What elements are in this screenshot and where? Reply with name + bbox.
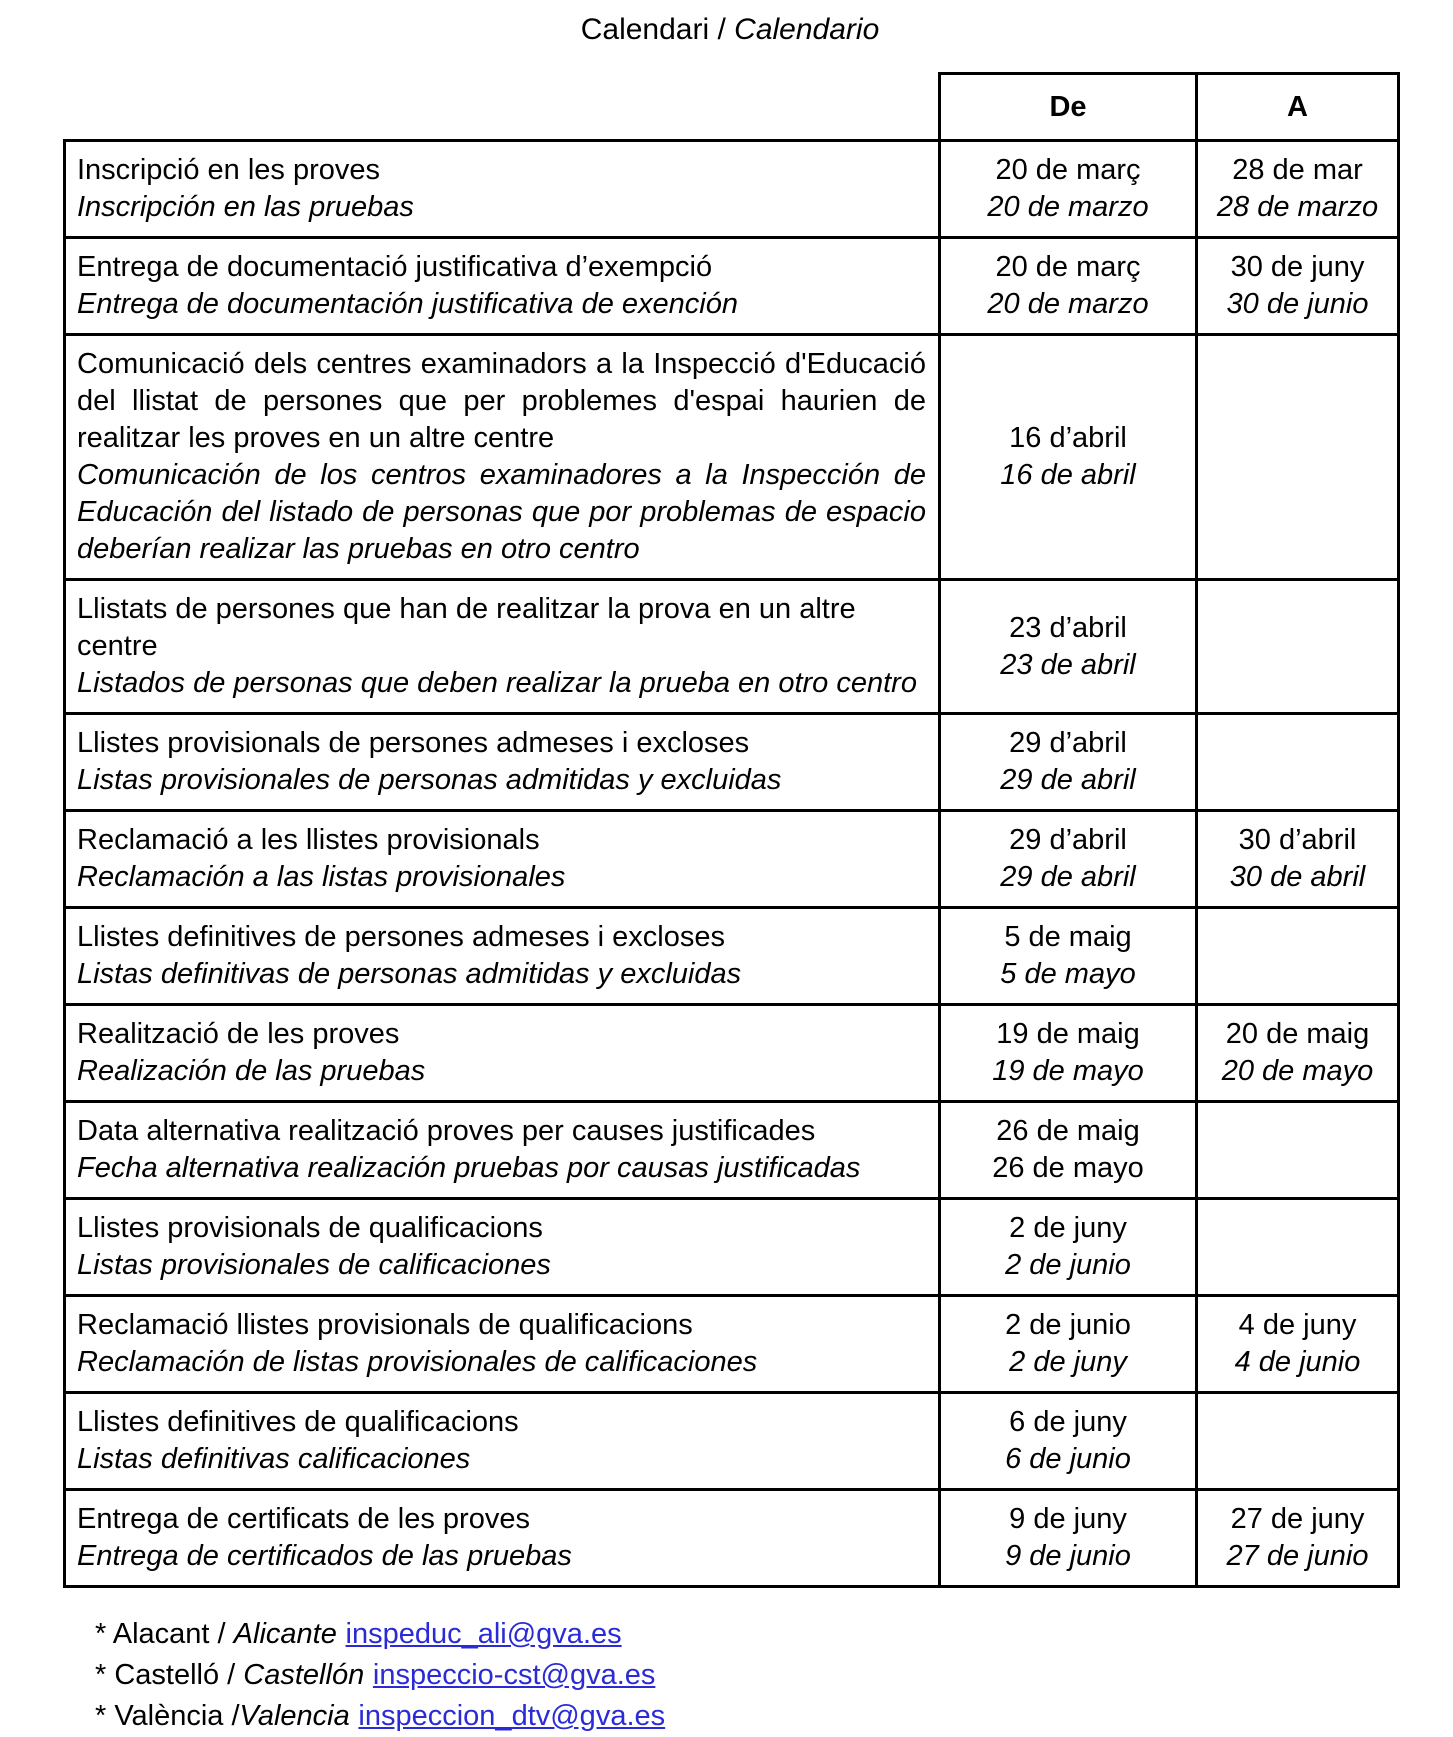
table-row — [65, 238, 1399, 335]
date-to-line2: 4 de junio — [1234, 1346, 1361, 1378]
date-from-line2: 26 de mayo — [992, 1152, 1144, 1184]
event-name-catalan: Llistats de persones que han de realitzar la prova en un altre centre — [77, 593, 856, 662]
event-name-catalan: Llistes provisionals de qualificacions — [77, 1212, 543, 1244]
date-from-cell — [940, 714, 1197, 811]
event-name-catalan: Comunicació dels centres examinadors a la Inspecció d'Educació del llistat de persones que per problemes d'espai haurien de realitzar les proves en un altre centre — [77, 348, 926, 454]
event-name-catalan: Llistes definitives de persones admeses i excloses — [77, 921, 725, 953]
event-name-catalan: Data alternativa realització proves per causes justificades — [77, 1115, 816, 1147]
date-to-line2: 28 de marzo — [1216, 191, 1379, 223]
event-description-cell — [65, 1102, 940, 1199]
footnote-valencia — [95, 1696, 1453, 1737]
date-to-cell — [1197, 1296, 1399, 1393]
date-from-line2: 19 de mayo — [992, 1055, 1144, 1087]
email-link-alacant[interactable]: inspeduc_ali@gva.es — [345, 1618, 622, 1650]
date-to-cell — [1197, 811, 1399, 908]
table-row — [65, 335, 1399, 580]
event-name-spanish: Listas definitivas calificaciones — [77, 1443, 471, 1475]
date-to-cell — [1197, 335, 1399, 580]
footnote-castello — [95, 1655, 1453, 1696]
date-from-line2: 20 de marzo — [987, 191, 1149, 223]
event-name-catalan: Llistes provisionals de persones admeses i excloses — [77, 727, 750, 759]
event-name-spanish: Inscripción en las pruebas — [77, 191, 414, 223]
event-name-spanish: Realización de las pruebas — [77, 1055, 426, 1087]
date-to-cell — [1197, 238, 1399, 335]
event-name-spanish: Reclamación de listas provisionales de calificaciones — [77, 1346, 758, 1378]
date-to-cell — [1197, 1490, 1399, 1587]
date-to-line1: 30 de juny — [1230, 251, 1365, 283]
header-blank-cell — [65, 74, 940, 141]
event-description-cell — [65, 811, 940, 908]
date-from-cell — [940, 1296, 1197, 1393]
header-row — [65, 74, 1399, 141]
email-link-castello[interactable]: inspeccio-cst@gva.es — [372, 1659, 656, 1691]
date-from-cell — [940, 580, 1197, 714]
table-row — [65, 811, 1399, 908]
event-name-spanish: Listas provisionales de personas admitidas y excluidas — [77, 764, 782, 796]
event-name-spanish: Entrega de certificados de las pruebas — [77, 1540, 572, 1572]
event-name-catalan: Entrega de certificats de les proves — [77, 1503, 530, 1535]
date-from-line2: 29 de abril — [1000, 764, 1136, 796]
date-to-line1: 4 de juny — [1238, 1309, 1357, 1341]
event-description-cell — [65, 714, 940, 811]
table-row — [65, 1102, 1399, 1199]
table-row — [65, 580, 1399, 714]
date-from-cell — [940, 811, 1197, 908]
event-name-spanish: Listas definitivas de personas admitidas y excluidas — [77, 958, 742, 990]
date-from-line2: 16 de abril — [1000, 459, 1136, 491]
event-description-cell — [65, 335, 940, 580]
event-name-catalan: Reclamació a les llistes provisionals — [77, 824, 540, 856]
email-link-valencia[interactable]: inspeccion_dtv@gva.es — [358, 1700, 666, 1732]
table-row — [65, 714, 1399, 811]
event-description-cell — [65, 1393, 940, 1490]
calendar-body — [65, 141, 1399, 1587]
page-title — [63, 0, 1397, 48]
footnote-prefix: * Alacant / — [95, 1618, 234, 1650]
event-description-cell — [65, 1490, 940, 1587]
footnotes — [95, 1614, 1453, 1737]
event-name-spanish: Entrega de documentación justificativa de exención — [77, 288, 738, 320]
date-to-cell — [1197, 580, 1399, 714]
date-from-cell — [940, 1490, 1197, 1587]
date-from-cell — [940, 141, 1197, 238]
date-to-cell — [1197, 908, 1399, 1005]
date-from-line2: 20 de marzo — [987, 288, 1149, 320]
date-to-line1: 20 de maig — [1225, 1018, 1370, 1050]
date-from-cell — [940, 238, 1197, 335]
event-description-cell — [65, 238, 940, 335]
event-name-spanish: Listados de personas que deben realizar la prueba en otro centro — [77, 667, 917, 699]
column-header-a: A — [1197, 74, 1399, 141]
event-name-catalan: Reclamació llistes provisionals de qualificacions — [77, 1309, 693, 1341]
date-from-line2: 9 de junio — [1005, 1540, 1131, 1572]
table-row — [65, 1005, 1399, 1102]
event-name-catalan: Llistes definitives de qualificacions — [77, 1406, 519, 1438]
date-from-line2: 29 de abril — [1000, 861, 1136, 893]
date-from-cell — [940, 335, 1197, 580]
date-to-cell — [1197, 1393, 1399, 1490]
date-to-cell — [1197, 1199, 1399, 1296]
date-from-line1: 2 de juny — [1009, 1212, 1127, 1244]
page-title-catalan: Calendari / — [580, 13, 735, 46]
event-name-catalan: Realització de les proves — [77, 1018, 400, 1050]
event-description-cell — [65, 1296, 940, 1393]
event-description-cell — [65, 141, 940, 238]
table-row — [65, 1199, 1399, 1296]
date-to-line1: 27 de juny — [1230, 1503, 1365, 1535]
date-from-line1: 6 de juny — [1009, 1406, 1127, 1438]
event-name-spanish: Comunicación de los centros examinadores a la Inspección de Educación del listado de personas que por problemas de espacio deberían realizar las pruebas en otro centro — [77, 459, 926, 565]
footnote-name-spanish: Valencia — [239, 1700, 350, 1732]
date-from-line2: 2 de junio — [1005, 1249, 1131, 1281]
date-from-cell — [940, 1005, 1197, 1102]
date-from-line1: 29 d’abril — [1009, 727, 1127, 759]
event-description-cell — [65, 1005, 940, 1102]
date-to-line1: 30 d’abril — [1238, 824, 1357, 856]
footnote-name-spanish: Alicante — [233, 1618, 337, 1650]
event-name-catalan: Entrega de documentació justificativa d’exempció — [77, 251, 713, 283]
footnote-alacant — [95, 1614, 1453, 1655]
footnote-name-spanish: Castellón — [243, 1659, 365, 1691]
date-from-line1: 16 d’abril — [1009, 422, 1127, 454]
date-from-line1: 29 d’abril — [1009, 824, 1127, 856]
date-from-line1: 9 de juny — [1009, 1503, 1127, 1535]
column-header-de: De — [940, 74, 1197, 141]
date-to-cell — [1197, 714, 1399, 811]
table-row — [65, 141, 1399, 238]
event-name-spanish: Fecha alternativa realización pruebas por causas justificadas — [77, 1152, 861, 1184]
table-row — [65, 908, 1399, 1005]
date-to-line1: 28 de mar — [1232, 154, 1363, 186]
date-from-cell — [940, 1199, 1197, 1296]
date-to-cell — [1197, 1005, 1399, 1102]
footnote-prefix: * València / — [95, 1700, 240, 1732]
table-row — [65, 1296, 1399, 1393]
date-from-line1: 20 de març — [995, 154, 1141, 186]
date-from-line1: 2 de junio — [1005, 1309, 1131, 1341]
event-description-cell — [65, 908, 940, 1005]
page-title-spanish: Calendario — [734, 13, 880, 46]
event-name-spanish: Listas provisionales de calificaciones — [77, 1249, 551, 1281]
date-from-line2: 2 de juny — [1009, 1346, 1127, 1378]
table-row — [65, 1490, 1399, 1587]
date-from-cell — [940, 1393, 1197, 1490]
date-from-line1: 5 de maig — [1004, 921, 1132, 953]
table-row — [65, 1393, 1399, 1490]
date-from-cell — [940, 908, 1197, 1005]
date-to-line2: 20 de mayo — [1221, 1055, 1374, 1087]
date-from-line1: 19 de maig — [996, 1018, 1140, 1050]
event-name-catalan: Inscripció en les proves — [77, 154, 381, 186]
calendar-table — [63, 72, 1400, 1588]
date-from-line1: 20 de març — [995, 251, 1141, 283]
event-description-cell — [65, 580, 940, 714]
event-description-cell — [65, 1199, 940, 1296]
date-to-line2: 30 de junio — [1226, 288, 1369, 320]
date-from-line1: 26 de maig — [996, 1115, 1140, 1147]
date-from-line2: 5 de mayo — [1000, 958, 1136, 990]
date-to-line2: 30 de abril — [1229, 861, 1366, 893]
event-name-spanish: Reclamación a las listas provisionales — [77, 861, 566, 893]
date-from-line2: 23 de abril — [1000, 648, 1136, 681]
date-to-line2: 27 de junio — [1226, 1540, 1369, 1572]
footnote-prefix: * Castelló / — [95, 1659, 244, 1691]
date-from-cell — [940, 1102, 1197, 1199]
date-from-line1: 23 d’abril — [1009, 611, 1127, 644]
date-to-cell — [1197, 141, 1399, 238]
date-from-line2: 6 de junio — [1005, 1443, 1131, 1475]
date-to-cell — [1197, 1102, 1399, 1199]
